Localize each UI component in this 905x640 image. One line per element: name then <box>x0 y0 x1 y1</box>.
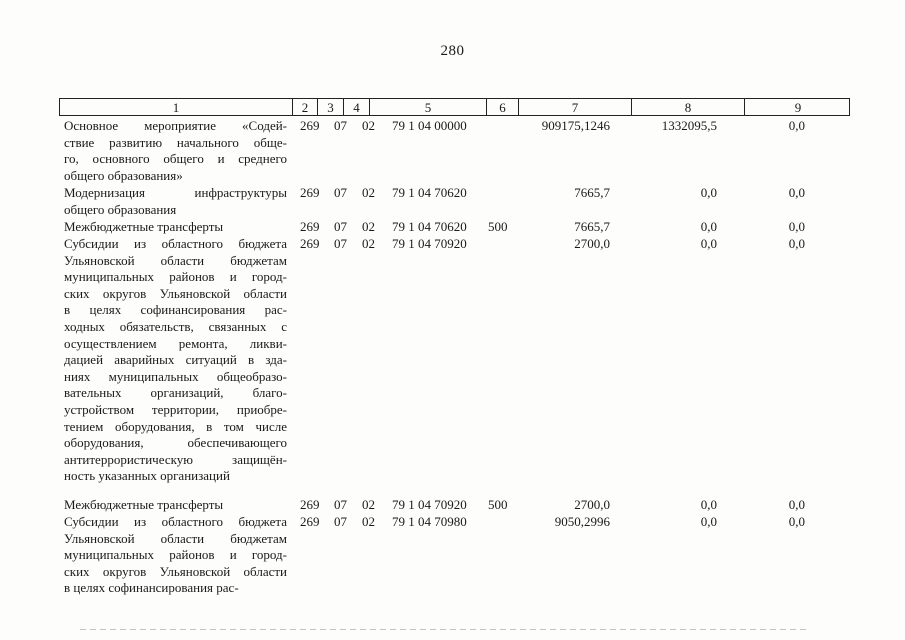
description-line: вательных организаций, благо- <box>64 385 287 401</box>
cell-col-3: 07 <box>334 185 347 200</box>
cell-col-2: 269 <box>300 497 320 512</box>
page-bottom-edge <box>80 629 810 630</box>
row-description <box>64 497 287 514</box>
description-line: Субсидии из областного бюджета <box>64 236 287 251</box>
description-line: Ульяновской области бюджетам <box>64 252 287 268</box>
cell-col-5: 79 1 04 00000 <box>392 118 467 133</box>
header-col-6: 6 <box>486 99 518 115</box>
description-line: Основное мероприятие «Содей- <box>64 118 287 133</box>
cell-col-3: 07 <box>334 236 347 251</box>
header-col-2: 2 <box>292 99 317 115</box>
cell-col-8: 0,0 <box>700 514 717 529</box>
cell-col-9: 0,0 <box>788 236 805 251</box>
cell-col-4: 02 <box>362 497 375 512</box>
cell-col-7: 2700,0 <box>574 497 610 512</box>
description-line: Субсидии из областного бюджета <box>64 514 287 529</box>
description-line: антитеррористическую защищён- <box>64 451 287 467</box>
description-line: муниципальных районов и город- <box>64 547 287 563</box>
description-line: оборудования, обеспечивающего <box>64 435 287 451</box>
cell-col-9: 0,0 <box>788 185 805 200</box>
cell-col-7: 2700,0 <box>574 236 610 251</box>
cell-col-5: 79 1 04 70620 <box>392 185 467 200</box>
description-line: в целях софинансирования рас- <box>64 580 239 596</box>
cell-col-8: 0,0 <box>700 219 717 234</box>
cell-col-3: 07 <box>334 497 347 512</box>
cell-col-8: 0,0 <box>700 497 717 512</box>
cell-col-7: 7665,7 <box>574 185 610 200</box>
cell-col-3: 07 <box>334 514 347 529</box>
description-line: ходных обязательств, связанных с <box>64 318 287 334</box>
cell-col-7: 7665,7 <box>574 219 610 234</box>
description-line: общего образования» <box>64 167 183 183</box>
page-number: 280 <box>440 43 465 59</box>
description-line: ниях муниципальных общеобразо- <box>64 368 287 384</box>
description-line: ских округов Ульяновской области <box>64 285 287 301</box>
cell-col-4: 02 <box>362 236 375 251</box>
header-col-3: 3 <box>317 99 343 115</box>
header-col-5: 5 <box>369 99 486 115</box>
description-line: го, основного общего и среднего <box>64 151 287 167</box>
table-header <box>59 98 850 116</box>
cell-col-9: 0,0 <box>788 118 805 133</box>
header-col-7: 7 <box>518 99 631 115</box>
description-line: Межбюджетные трансферты <box>64 219 224 234</box>
cell-col-2: 269 <box>300 118 320 133</box>
description-line: ских округов Ульяновской области <box>64 563 287 579</box>
row-description <box>64 236 287 485</box>
description-line: муниципальных районов и город- <box>64 269 287 285</box>
cell-col-9: 0,0 <box>788 497 805 512</box>
cell-col-8: 0,0 <box>700 185 717 200</box>
cell-col-9: 0,0 <box>788 219 805 234</box>
description-line: тением оборудования, в том числе <box>64 418 287 434</box>
row-description <box>64 514 287 597</box>
row-description <box>64 219 287 236</box>
cell-col-2: 269 <box>300 219 320 234</box>
row-description <box>64 118 287 184</box>
description-line: Модернизация инфраструктуры <box>64 185 287 200</box>
description-line: общего образования <box>64 201 177 217</box>
cell-col-7: 909175,1246 <box>541 118 610 133</box>
cell-col-8: 0,0 <box>700 236 717 251</box>
cell-col-6: 500 <box>488 219 508 234</box>
description-line: в целях софинансирования рас- <box>64 302 287 318</box>
cell-col-4: 02 <box>362 219 375 234</box>
cell-col-5: 79 1 04 70920 <box>392 497 467 512</box>
cell-col-3: 07 <box>334 118 347 133</box>
cell-col-2: 269 <box>300 185 320 200</box>
header-col-4: 4 <box>343 99 369 115</box>
description-line: ствие развитию начального обще- <box>64 134 287 150</box>
description-line: осуществлением ремонта, ликви- <box>64 335 287 351</box>
description-line: ность указанных организаций <box>64 468 230 484</box>
header-col-1: 1 <box>172 100 180 115</box>
header-col-8: 8 <box>631 99 744 115</box>
description-line: устройством территории, приобре- <box>64 401 287 417</box>
cell-col-4: 02 <box>362 514 375 529</box>
header-col-9: 9 <box>744 99 851 115</box>
cell-col-2: 269 <box>300 514 320 529</box>
cell-col-2: 269 <box>300 236 320 251</box>
cell-col-4: 02 <box>362 118 375 133</box>
description-line: дацией аварийных ситуаций в зда- <box>64 352 287 368</box>
cell-col-5: 79 1 04 70920 <box>392 236 467 251</box>
cell-col-3: 07 <box>334 219 347 234</box>
description-line: Межбюджетные трансферты <box>64 497 224 512</box>
row-description <box>64 185 287 218</box>
description-line: Ульяновской области бюджетам <box>64 530 287 546</box>
cell-col-6: 500 <box>488 497 508 512</box>
cell-col-5: 79 1 04 70620 <box>392 219 467 234</box>
cell-col-4: 02 <box>362 185 375 200</box>
cell-col-7: 9050,2996 <box>554 514 610 529</box>
cell-col-5: 79 1 04 70980 <box>392 514 467 529</box>
cell-col-8: 1332095,5 <box>661 118 717 133</box>
cell-col-9: 0,0 <box>788 514 805 529</box>
